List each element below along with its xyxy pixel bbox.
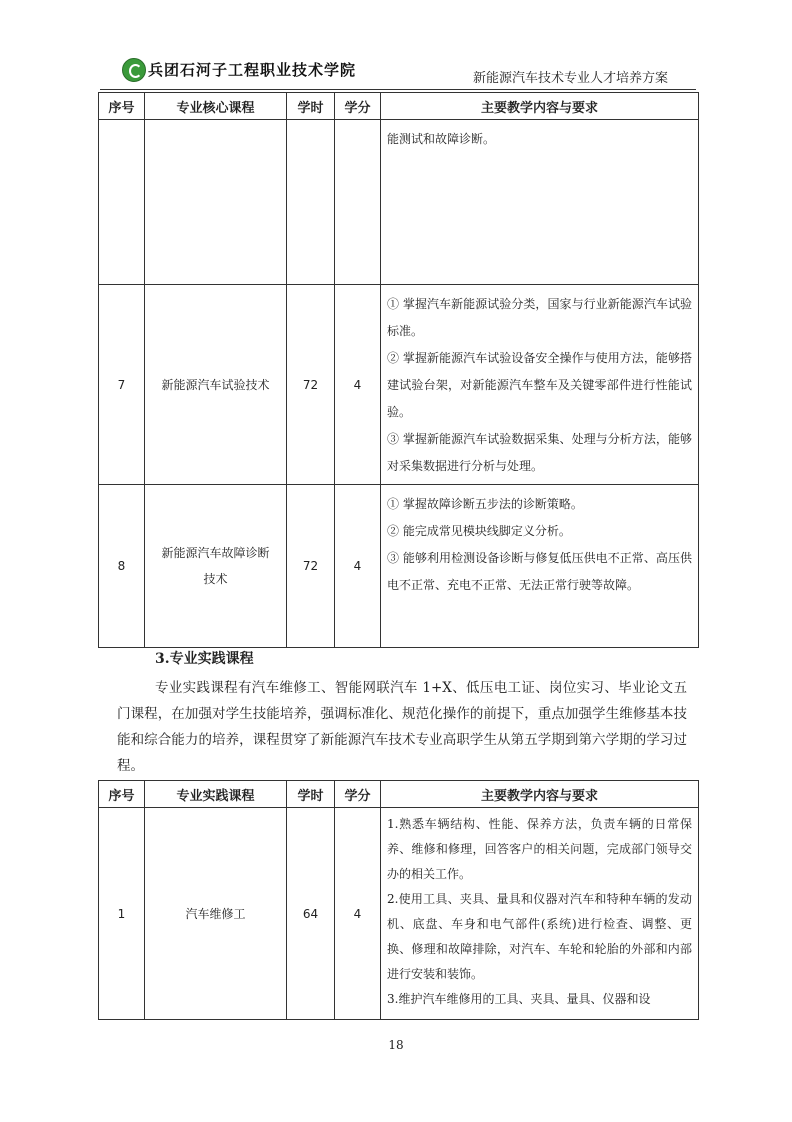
content-line: 2.使用工具、夹具、量具和仪器对汽车和特种车辆的发动机、底盘、车身和电气部件(系统)进行检查、调整、更换、修理和故障排除，对汽车、车轮和轮胎的外部和内部进行安装和装饰。 xyxy=(387,892,692,981)
page-header xyxy=(100,55,696,90)
content-line: ② 能完成常见模块线脚定义分析。 xyxy=(387,524,571,538)
table-row xyxy=(99,808,699,1020)
table-header-row xyxy=(99,781,699,808)
practice-course-table xyxy=(98,780,699,1020)
content-line: ① 掌握汽车新能源试验分类，国家与行业新能源汽车试验标准。 xyxy=(387,297,692,338)
header-course: 专业实践课程 xyxy=(145,781,287,808)
row-content xyxy=(381,120,699,285)
row-no xyxy=(99,120,145,285)
row-no: 7 xyxy=(99,285,145,485)
content-line: 1.熟悉车辆结构、性能、保养方法，负责车辆的日常保养、维修和修理，回答客户的相关问题，完成部门领导交办的相关工作。 xyxy=(387,817,692,881)
table-row xyxy=(99,285,699,485)
row-no: 8 xyxy=(99,485,145,648)
row-course: 汽车维修工 xyxy=(145,808,287,1020)
content-line: 能测试和故障诊断。 xyxy=(387,132,496,146)
row-hours: 72 xyxy=(287,285,335,485)
row-no: 1 xyxy=(99,808,145,1020)
row-content xyxy=(381,808,699,1020)
row-content xyxy=(381,285,699,485)
table-row xyxy=(99,485,699,648)
document-subtitle: 新能源汽车技术专业人才培养方案 xyxy=(472,71,668,86)
row-hours: 64 xyxy=(287,808,335,1020)
row-course: 新能源汽车试验技术 xyxy=(145,285,287,485)
row-credits: 4 xyxy=(335,285,381,485)
college-logo-icon xyxy=(122,58,146,82)
header-credits: 学分 xyxy=(335,781,381,808)
header-content: 主要教学内容与要求 xyxy=(381,93,699,120)
content-line: ③ 掌握新能源汽车试验数据采集、处理与分析方法，能够对采集数据进行分析与处理。 xyxy=(387,432,692,473)
row-content xyxy=(381,485,699,648)
row-credits: 4 xyxy=(335,485,381,648)
college-name: 兵团石河子工程职业技术学院 xyxy=(148,61,357,79)
core-course-table xyxy=(98,92,699,648)
header-no: 序号 xyxy=(99,781,145,808)
table-row xyxy=(99,120,699,285)
header-content: 主要教学内容与要求 xyxy=(381,781,699,808)
header-hours: 学时 xyxy=(287,93,335,120)
content-line: ① 掌握故障诊断五步法的诊断策略。 xyxy=(387,497,583,511)
content-line: 3.维护汽车维修用的工具、夹具、量具、仪器和设 xyxy=(387,992,651,1006)
section-heading: 3.专业实践课程 xyxy=(155,651,254,667)
row-course xyxy=(145,120,287,285)
row-hours: 72 xyxy=(287,485,335,648)
row-credits: 4 xyxy=(335,808,381,1020)
row-hours xyxy=(287,120,335,285)
row-course: 新能源汽车故障诊断技术 xyxy=(145,485,287,648)
header-hours: 学时 xyxy=(287,781,335,808)
section-paragraph: 专业实践课程有汽车维修工、智能网联汽车 1+X、低压电工证、岗位实习、毕业论文五门课程，在加强对学生技能培养，强调标准化、规范化操作的前提下，重点加强学生维修基本技能和综合能力的培养，课程贯穿了新能源汽车技术专业高职学生从第五学期到第六学期的学习过程。 xyxy=(117,680,687,774)
content-line: ③ 能够利用检测设备诊断与修复低压供电不正常、高压供电不正常、充电不正常、无法正常行驶等故障。 xyxy=(387,551,692,592)
row-credits xyxy=(335,120,381,285)
header-credits: 学分 xyxy=(335,93,381,120)
content-line: ② 掌握新能源汽车试验设备安全操作与使用方法，能够搭建试验台架，对新能源汽车整车及关键零部件进行性能试验。 xyxy=(387,351,692,419)
table-header-row xyxy=(99,93,699,120)
header-no: 序号 xyxy=(99,93,145,120)
header-course: 专业核心课程 xyxy=(145,93,287,120)
page-number: 18 xyxy=(388,1038,404,1052)
